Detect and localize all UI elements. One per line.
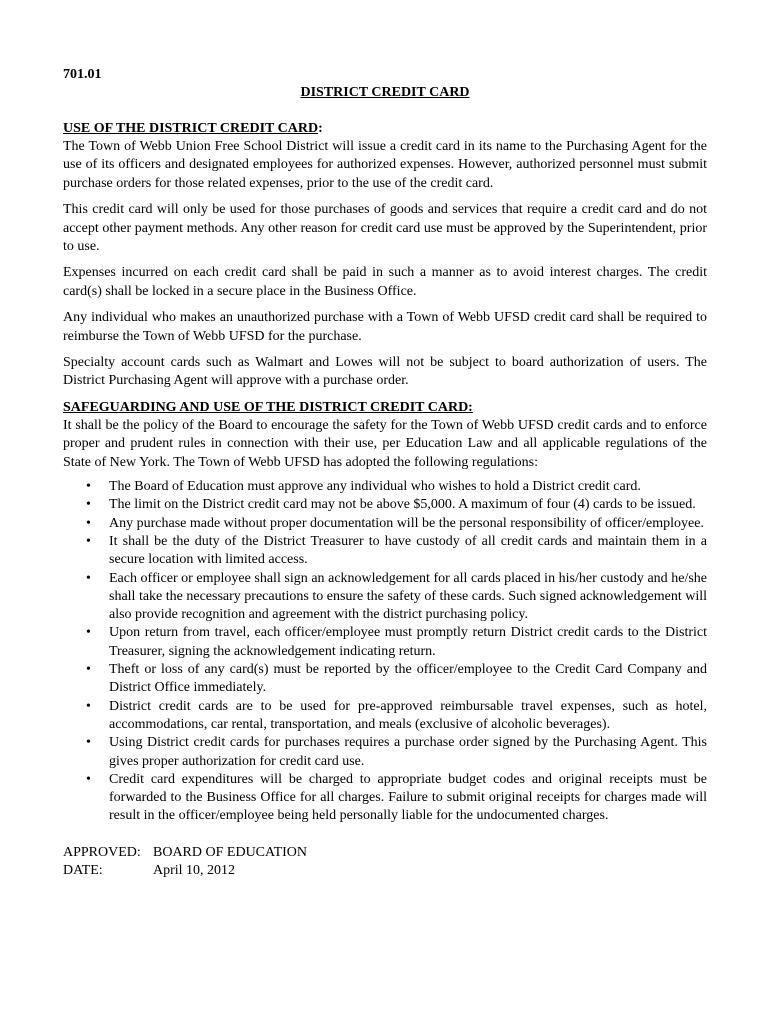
section-heading-use xyxy=(63,120,707,138)
list-item xyxy=(86,624,707,661)
bullet-icon: • xyxy=(86,625,91,641)
approved-value: BOARD OF EDUCATION xyxy=(153,844,308,860)
section-heading-safeguarding-text: SAFEGUARDING AND USE OF THE DISTRICT CREDIT CARD: xyxy=(63,399,473,415)
paragraph: Expenses incurred on each credit card shall be paid in such a manner as to avoid interest charges. The credit card(s) shall be locked in a secure place in the Business Office. xyxy=(63,265,707,299)
list-item xyxy=(86,515,707,533)
paragraph: The Town of Webb Union Free School District will issue a credit card in its name to the Purchasing Agent for the use of its officers and designated employees for authorized expenses. However, authorized personnel must submit purchase orders for those related expenses, prior to the use of the credit card. xyxy=(63,139,707,191)
bullet-icon: • xyxy=(86,515,91,531)
list-item-text: District credit cards are to be used for pre-approved reimbursable travel expenses, such as hotel, accommodations, car rental, transportation, and meals (exclusive of alcoholic beverages). xyxy=(109,698,707,732)
list-item-text: It shall be the duty of the District Treasurer to have custody of all credit cards and maintain them in a secure location with limited access. xyxy=(109,533,707,568)
list-item-text: Any purchase made without proper documentation will be the personal responsibility of officer/employee. xyxy=(109,515,704,531)
list-item xyxy=(86,570,707,625)
section-heading-use-colon: : xyxy=(318,121,323,136)
section-intro: It shall be the policy of the Board to encourage the safety for the Town of Webb UFSD credit cards and to enforce proper and prudent rules in connection with their use, per Education Law and all applicable regulations of the State of New York. The Town of Webb UFSD has adopted the following regulations: xyxy=(63,417,707,470)
list-item xyxy=(86,533,707,570)
bullet-icon: • xyxy=(86,570,91,586)
list-item-text: The Board of Education must approve any individual who wishes to hold a District credit card. xyxy=(109,479,641,495)
list-item xyxy=(86,496,707,514)
approved-label: APPROVED: xyxy=(63,844,141,860)
list-item xyxy=(86,698,707,735)
list-item xyxy=(86,478,707,496)
list-item xyxy=(86,734,707,771)
bullet-icon: • xyxy=(86,735,91,751)
paragraph: Any individual who makes an unauthorized purchase with a Town of Webb UFSD credit card shall be required to reimburse the Town of Webb UFSD for the purchase. xyxy=(63,310,707,344)
list-item-text: Theft or loss of any card(s) must be reported by the officer/employee to the Credit Card Company and District Office immediately. xyxy=(109,662,707,696)
bullet-icon: • xyxy=(86,698,91,714)
list-item-text: The limit on the District credit card may not be above $5,000. A maximum of four (4) cards to be issued. xyxy=(109,497,696,513)
bullet-icon: • xyxy=(86,479,91,495)
list-item-text: Each officer or employee shall sign an acknowledgement for all cards placed in his/her custody and he/she shall take the necessary precautions to ensure the safety of these cards. Such signed acknowledgement will also provide recognition and agreement with the district purchasing policy. xyxy=(109,570,707,623)
list-item xyxy=(86,661,707,698)
section-heading-safeguarding xyxy=(63,399,707,417)
section-heading-use-text: USE OF THE DISTRICT CREDIT CARD xyxy=(63,121,319,136)
approval-block xyxy=(63,844,707,881)
date-row xyxy=(63,862,707,880)
bullet-icon: • xyxy=(86,771,91,787)
bullet-icon: • xyxy=(86,662,91,678)
document-body xyxy=(63,120,707,881)
list-item-text: Credit card expenditures will be charged to appropriate budget codes and original receipts must be forwarded to the Business Office for all charges. Failure to submit original receipts for charges made will result in the officer/employee being held personally liable for the undocumented charges. xyxy=(109,771,707,824)
date-value: April 10, 2012 xyxy=(153,863,236,879)
regulations-list xyxy=(63,478,707,826)
list-item-text: Upon return from travel, each officer/employee must promptly return District credit cards to the District Treasurer, signing the acknowledgement indicating return. xyxy=(109,625,707,659)
document-title: DISTRICT CREDIT CARD xyxy=(300,85,470,100)
bullet-icon: • xyxy=(86,497,91,513)
date-label: DATE: xyxy=(63,863,103,879)
bullet-icon: • xyxy=(86,533,91,549)
paragraph: This credit card will only be used for those purchases of goods and services that require a credit card and do not accept other payment methods. Any other reason for credit card use must be approved by the Superintendent, prior to use. xyxy=(63,202,707,255)
list-item xyxy=(86,771,707,826)
list-item-text: Using District credit cards for purchases requires a purchase order signed by the Purchasing Agent. This gives proper authorization for credit card use. xyxy=(109,735,707,769)
approved-row xyxy=(63,844,707,862)
policy-number: 701.01 xyxy=(63,67,102,82)
paragraph: Specialty account cards such as Walmart and Lowes will not be subject to board authorization of users. The District Purchasing Agent will approve with a purchase order. xyxy=(63,355,707,389)
